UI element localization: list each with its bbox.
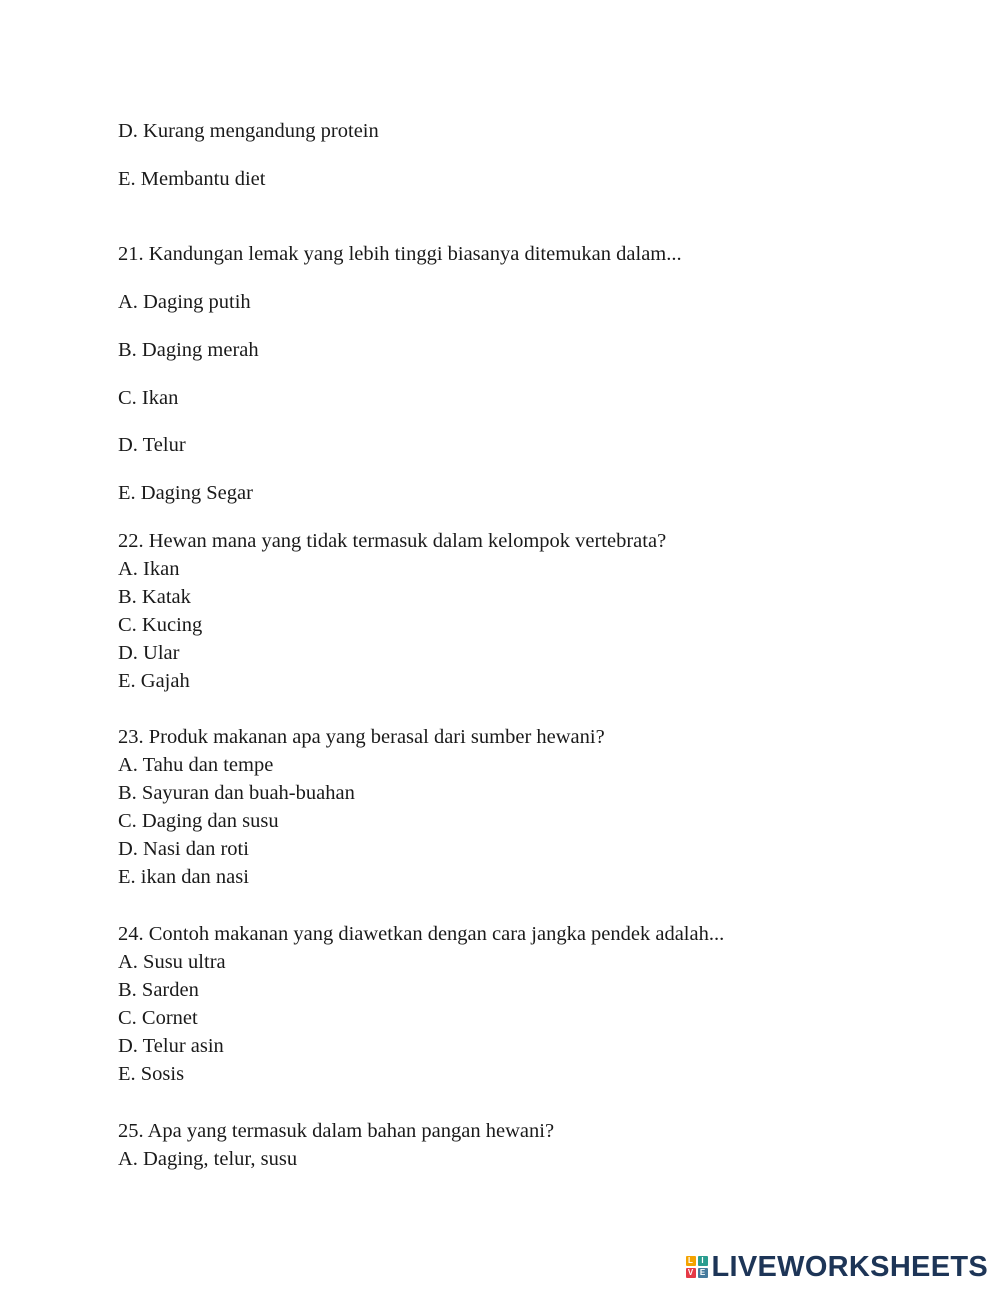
answer-option: E. ikan dan nasi (118, 866, 249, 888)
answer-option: A. Ikan (118, 558, 180, 580)
question-21: 21. Kandungan lemak yang lebih tinggi biasanya ditemukan dalam... (118, 243, 682, 265)
answer-option: A. Susu ultra (118, 951, 226, 973)
logo-mark-icon: L I V E (686, 1256, 708, 1278)
answer-option: A. Tahu dan tempe (118, 754, 274, 776)
answer-option: B. Sarden (118, 979, 199, 1001)
question-25: 25. Apa yang termasuk dalam bahan pangan hewani? (118, 1120, 555, 1142)
answer-option: C. Daging dan susu (118, 810, 279, 832)
question-23: 23. Produk makanan apa yang berasal dari sumber hewani? (118, 726, 605, 748)
answer-option: D. Kurang mengandung protein (118, 120, 379, 142)
answer-option: A. Daging, telur, susu (118, 1148, 298, 1170)
answer-option: D. Telur asin (118, 1035, 224, 1057)
liveworksheets-logo (686, 1252, 989, 1282)
answer-option: C. Cornet (118, 1007, 198, 1029)
answer-option: C. Kucing (118, 614, 203, 636)
answer-option: D. Nasi dan roti (118, 838, 249, 860)
answer-option: B. Sayuran dan buah-buahan (118, 782, 355, 804)
answer-option: E. Sosis (118, 1063, 185, 1085)
answer-option: E. Daging Segar (118, 482, 253, 504)
answer-option: D. Telur (118, 434, 186, 456)
answer-option: B. Daging merah (118, 339, 259, 361)
logo-text: LIVEWORKSHEETS (711, 1250, 988, 1283)
answer-option: D. Ular (118, 642, 180, 664)
answer-option: A. Daging putih (118, 291, 251, 313)
answer-option: E. Gajah (118, 670, 190, 692)
question-22: 22. Hewan mana yang tidak termasuk dalam kelompok vertebrata? (118, 530, 667, 552)
answer-option: C. Ikan (118, 387, 179, 409)
answer-option: E. Membantu diet (118, 168, 266, 190)
answer-option: B. Katak (118, 586, 191, 608)
question-24: 24. Contoh makanan yang diawetkan dengan cara jangka pendek adalah... (118, 923, 725, 945)
